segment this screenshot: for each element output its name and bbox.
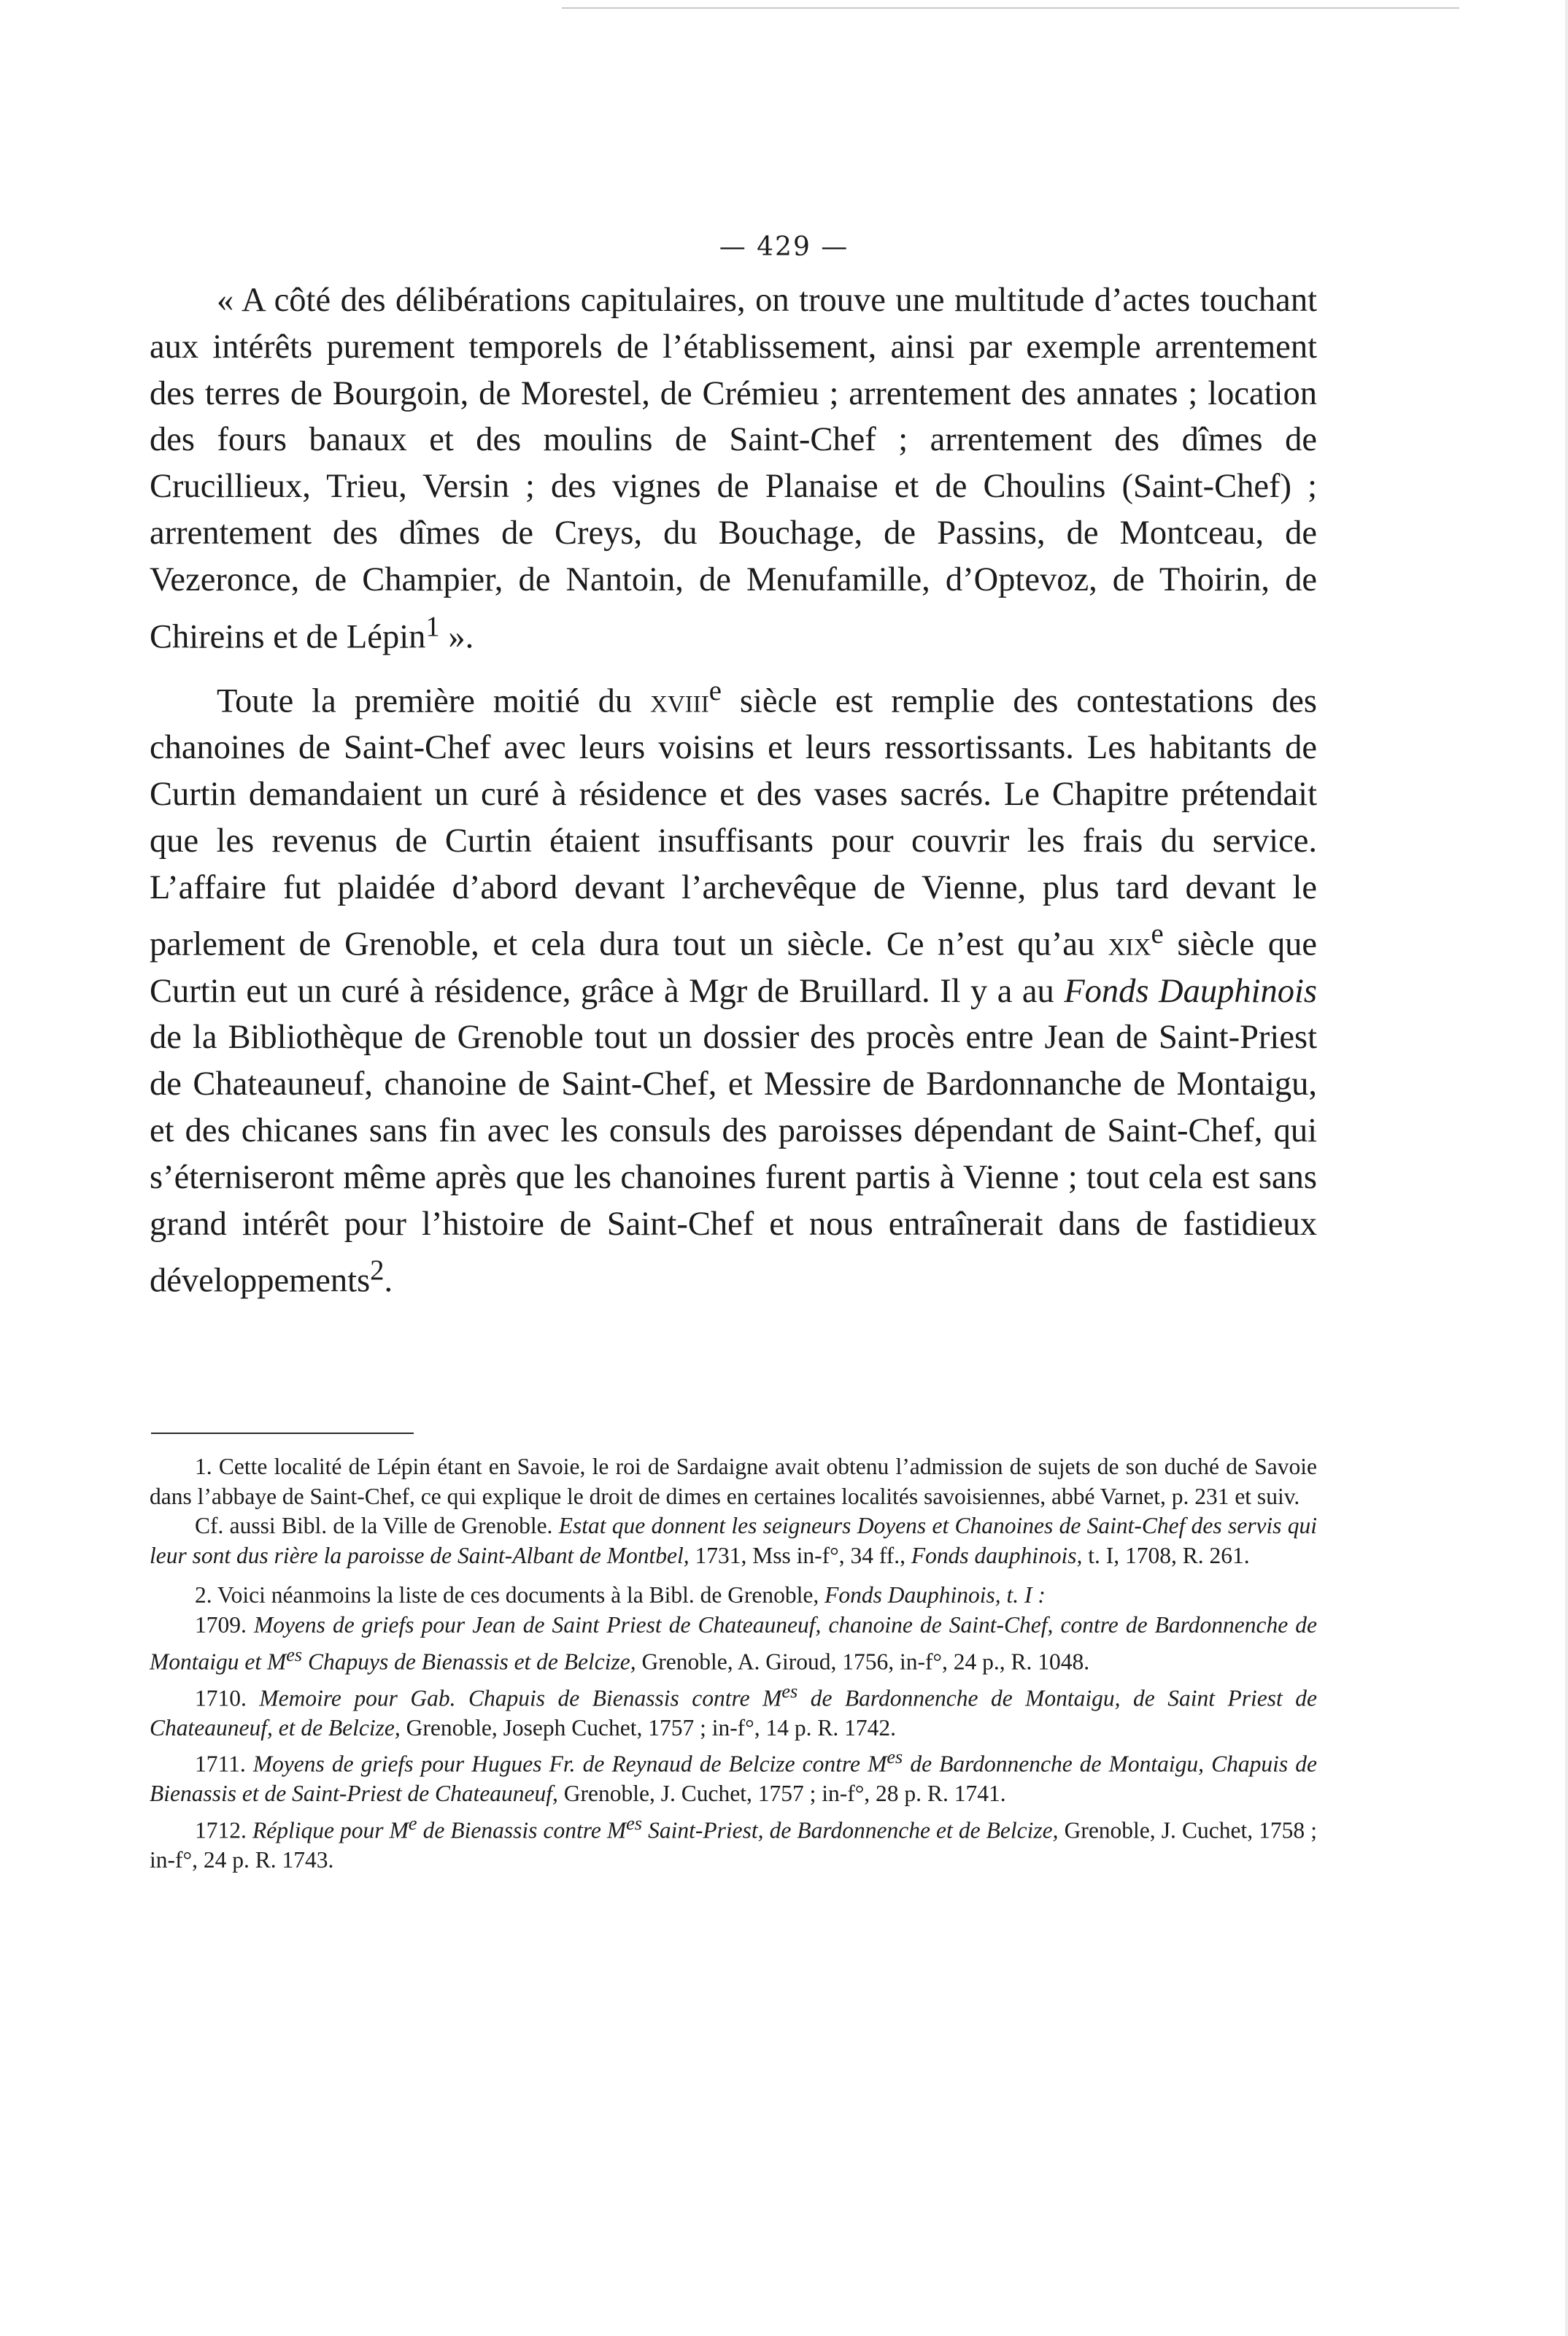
footnote-2: 2. Voici néanmoins la liste de ces documents à la Bibl. de Grenoble, Fonds Dauphinois, t. I : [195, 1582, 1046, 1608]
footnote-1: 1. Cette localité de Lépin étant en Savoie, le roi de Sardaigne avait obtenu l’admission de sujets de son duché de Savoie dans l’abbaye de Saint-Chef, ce qui explique le droit de dimes en certaines localités savoisiennes, abbé Varnet, p. 231 et suiv. [150, 1454, 1317, 1509]
fonds-dauphinois-title: Fonds Dauphinois [1064, 972, 1318, 1010]
footnote-ref-2: 2 [370, 1254, 385, 1287]
footnote-entry-1712: 1712. Réplique pour Me de Bienassis contre $M^{es}$ Saint-Priest, de Bardonnenche et de Belcize, Grenoble, J. Cuchet, 1758 ; in-f°, 24 p. R. 1743. [150, 1813, 1317, 1873]
page-number: — 429 — [719, 232, 849, 262]
main-text [150, 277, 1317, 1305]
footnotes [150, 1452, 1317, 1876]
paragraph-quote: « A côté des délibérations capitulaires, on trouve une multitude d’actes touchant aux intérêts purement temporels de l’établissement, ainsi par exemple arrentement des terres de Bourgoin, de Morestel, de Crémieu ; arrentement des annates ; location des fours banaux et des moulins de Saint-Chef ; arrentement des dîmes de Crucillieux, Trieu, Versin ; des vignes de Planaise et de Choulins (Saint-Chef) ; arrentement des dîmes de Creys, du Bouchage, de Passins, de Montceau, de Vezeronce, de Champier, de Nantoin, de Menufamille, d’Optevoz, de Thoirin, de Chireins et de Lépin$^1$ ». [150, 282, 1317, 656]
footnote-entry-1710: 1710. Memoire pour Gab. Chapuis de Bienassis contre $M^{es}$ de Bardonnenche de Montaigu, de Saint Priest de Chateauneuf, et de Belcize, Grenoble, Joseph Cuchet, 1757 ; in-f°, 14 p. R. 1742. [150, 1680, 1317, 1741]
footnote-1-cf: Cf. aussi Bibl. de la Ville de Grenoble. Estat que donnent les seigneurs Doyens et Chanoines de Saint-Chef des servis qui leur sont dus rière la paroisse de Saint-Albant de Montbel, 1731, Mss in-f°, 34 ff., Fonds dauphinois, t. I, 1708, R. 261. [150, 1513, 1317, 1568]
footnote-separator [151, 1433, 414, 1434]
scan-edge-line [562, 7, 1459, 9]
paragraph-contestations: Toute la première moitié du xviii$^e$ siècle est remplie des contestations des chanoines de Saint-Chef avec leurs voisins et leurs ressortissants. Les habitants de Curtin demandaient un curé à résidence et des vases sacrés. Le Chapitre prétendait que les revenus de Curtin étaient insuffisants pour couvrir les frais du service. L’affaire fut plaidée d’abord devant l’archevêque de Vienne, plus tard devant le parlement de Grenoble, et cela dura tout un siècle. Ce n’est qu’au xix$^e$ siècle que Curtin eut un curé à résidence, grâce à Mgr de Bruillard. Il y a au Fonds Dauphinois de la Bibliothèque de Grenoble tout un dossier des procès entre Jean de Saint-Priest de Chateauneuf, chanoine de Saint-Chef, et Messire de Bardonnanche de Montaigu, et des chicanes sans fin avec les consuls des paroisses dépendant de Saint-Chef, qui s’éterniseront même après que les chanoines furent partis à Vienne ; tout cela est sans grand intérêt pour l’histoire de Saint-Chef et nous entraînerait dans de fastidieux développements$^2$. [150, 674, 1318, 1300]
scan-edge-shadow [1565, 0, 1568, 2336]
footnote-entry-1711: 1711. Moyens de griefs pour Hugues Fr. de Reynaud de Belcize contre $M^{es}$ de Bardonnenche de Montaigu, Chapuis de Bienassis et de Saint-Priest de Chateauneuf, Grenoble, J. Cuchet, 1757 ; in-f°, 28 p. R. 1741. [150, 1746, 1317, 1807]
footnote-ref-1: 1 [425, 610, 440, 642]
footnote-entry-1709: 1709. Moyens de griefs pour Jean de Saint Priest de Chateauneuf, chanoine de Saint-Chef, contre de Bardonnenche de Montaigu et $M^{es}$ Chapuys de Bienassis et de Belcize, Grenoble, A. Giroud, 1756, in-f°, 24 p., R. 1048. [150, 1611, 1317, 1675]
